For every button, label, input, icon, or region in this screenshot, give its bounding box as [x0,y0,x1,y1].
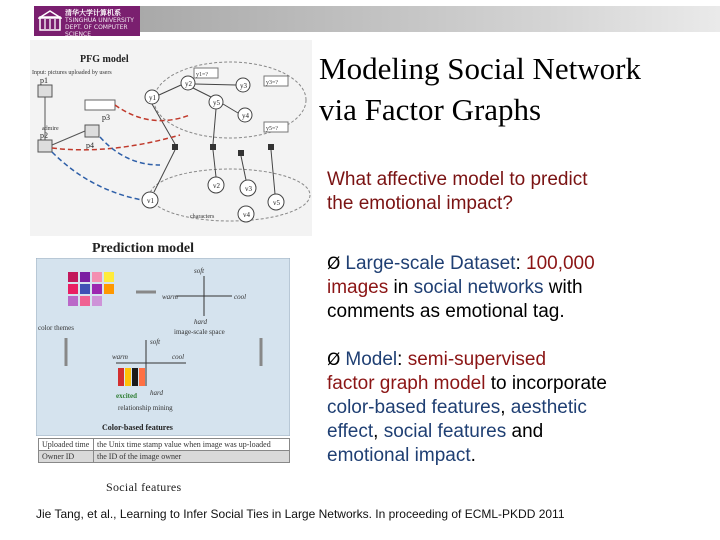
bullet-dataset [327,252,717,324]
social-networks-term: social networks [413,277,544,298]
bullet-arrow-icon: Ø [327,254,341,274]
question-text [327,168,717,216]
question-line-1: What affective model to predict [327,169,588,190]
image-p1 [38,85,52,97]
cool-label-bottom: cool [172,353,185,361]
factor-3 [238,150,244,156]
excited-swatch [132,368,138,386]
image-p4 [85,125,99,137]
excited-swatch [139,368,145,386]
pfg-model-figure [30,40,312,236]
university-emblem-icon [38,9,62,33]
social-features-label: Social features [106,480,182,494]
header-bar [0,0,720,38]
dataset-term: Large-scale Dataset [345,253,516,274]
image-p2 [38,140,52,152]
image-scale-label: image-scale space [174,328,225,336]
social-features-table [38,438,290,463]
social-features-term: social features [383,421,507,442]
color-swatch [92,296,102,306]
soft-label-bottom: soft [150,338,161,346]
node-y3-label: y3 [240,82,247,90]
table-cell-value: the ID of the image owner [94,451,290,463]
node-v4-label: v4 [243,211,250,219]
color-swatch [92,284,102,294]
color-swatch [80,272,90,282]
citation-text: Jie Tang, et al., Learning to Infer Social Ties in Large Networks. In proceeding of ECML-PKDD 2011 [36,507,565,521]
semi-supervised-term: semi-supervised [407,349,547,370]
bullet-model [327,348,717,468]
model-term: Model [345,349,398,370]
bullet-line [327,348,717,372]
node-v1-label: v1 [147,197,154,205]
bullet-line [327,276,717,300]
node-y1-label: y1 [149,94,156,102]
logo-line-2: TSINGHUA UNIVERSITY [65,17,134,24]
bullet-line [327,372,717,396]
input-label: Input: pictures uploaded by users [32,70,112,76]
prediction-model-figure [36,258,290,436]
title-line-2: via Factor Graphs [319,92,542,127]
color-swatch [104,284,114,294]
text-fragment: . [470,445,476,466]
university-logo [34,6,140,36]
hard-label-top: hard [194,318,207,326]
table-cell-key: Owner ID [39,451,94,463]
excited-swatch [125,368,131,386]
characters-label: characters [190,214,215,220]
color-swatch [68,284,78,294]
label-p3: p3 [102,113,110,122]
text-fragment: , [500,397,511,418]
excited-swatch [118,368,124,386]
excited-label: excited [116,392,137,400]
effect-term: effect [327,421,374,442]
title-line-1: Modeling Social Network [319,51,642,86]
logo-text [65,10,140,38]
text-fragment: in [388,277,414,298]
node-v5-label: v5 [273,199,280,207]
color-swatch [68,296,78,306]
text-fragment: , [373,421,384,442]
text-fragment: and [506,421,544,442]
bullet-line [327,252,717,276]
color-swatch [104,272,114,282]
dataset-count: 100,000 [526,253,595,274]
emotional-impact-term: emotional impact [327,445,471,466]
color-swatch [80,284,90,294]
hard-label-bottom: hard [150,389,163,397]
text-fragment: to incorporate [485,373,607,394]
warm-label-top: warm [162,293,178,301]
relationship-mining-label: relationship mining [118,404,173,412]
cool-label-top: cool [234,293,247,301]
x-box-1-label: y1=? [196,72,209,78]
prediction-model-label: Prediction model [92,241,195,256]
text-fragment: : [397,349,408,370]
text-fragment: with [543,277,583,298]
color-swatch [68,272,78,282]
logo-line-1: 清华大学计算机系 [65,9,121,17]
slide-title [319,48,719,130]
color-swatch [80,296,90,306]
header-stripe [140,6,720,32]
color-features-label: Color-based features [102,423,173,432]
factor-4 [268,144,274,150]
warm-label-bottom: warm [112,353,128,361]
x-box-3-label: y5=? [266,126,279,132]
table-row [39,451,290,463]
node-y5-label: y5 [213,99,220,107]
label-p4: p4 [86,141,94,150]
bullet-line [327,444,717,468]
label-p2: p2 [40,131,48,140]
admire-label: admire [42,126,59,132]
aesthetic-term: aesthetic [510,397,587,418]
bullet-line [327,396,717,420]
table-row [39,439,290,451]
factor-1 [172,144,178,150]
text-fragment: : [515,253,526,274]
logo-line-3: DEPT. OF COMPUTER SCIENCE [65,24,128,38]
node-y2-label: y2 [185,80,192,88]
table-cell-value: the Unix time stamp value when image was up-loaded [94,439,290,451]
factor-graph-term: factor graph model [327,373,486,394]
image-p3-box [85,100,115,110]
node-y4-label: y4 [242,112,249,120]
color-themes-label: color themes [38,324,74,332]
table-cell-key: Uploaded time [39,439,94,451]
bullet-arrow-icon: Ø [327,350,341,370]
bullet-line: comments as emotional tag. [327,301,565,322]
bullet-line [327,420,717,444]
color-features-term: color-based features [327,397,501,418]
node-v3-label: v3 [245,185,252,193]
soft-label-top: soft [194,267,205,275]
color-swatch [92,272,102,282]
factor-2 [210,144,216,150]
pfg-label: PFG model [80,54,129,65]
question-line-2: the emotional impact? [327,193,513,214]
x-box-2-label: y3=? [266,80,279,86]
label-p1: p1 [40,76,48,85]
images-term: images [327,277,389,298]
node-v2-label: v2 [213,182,220,190]
